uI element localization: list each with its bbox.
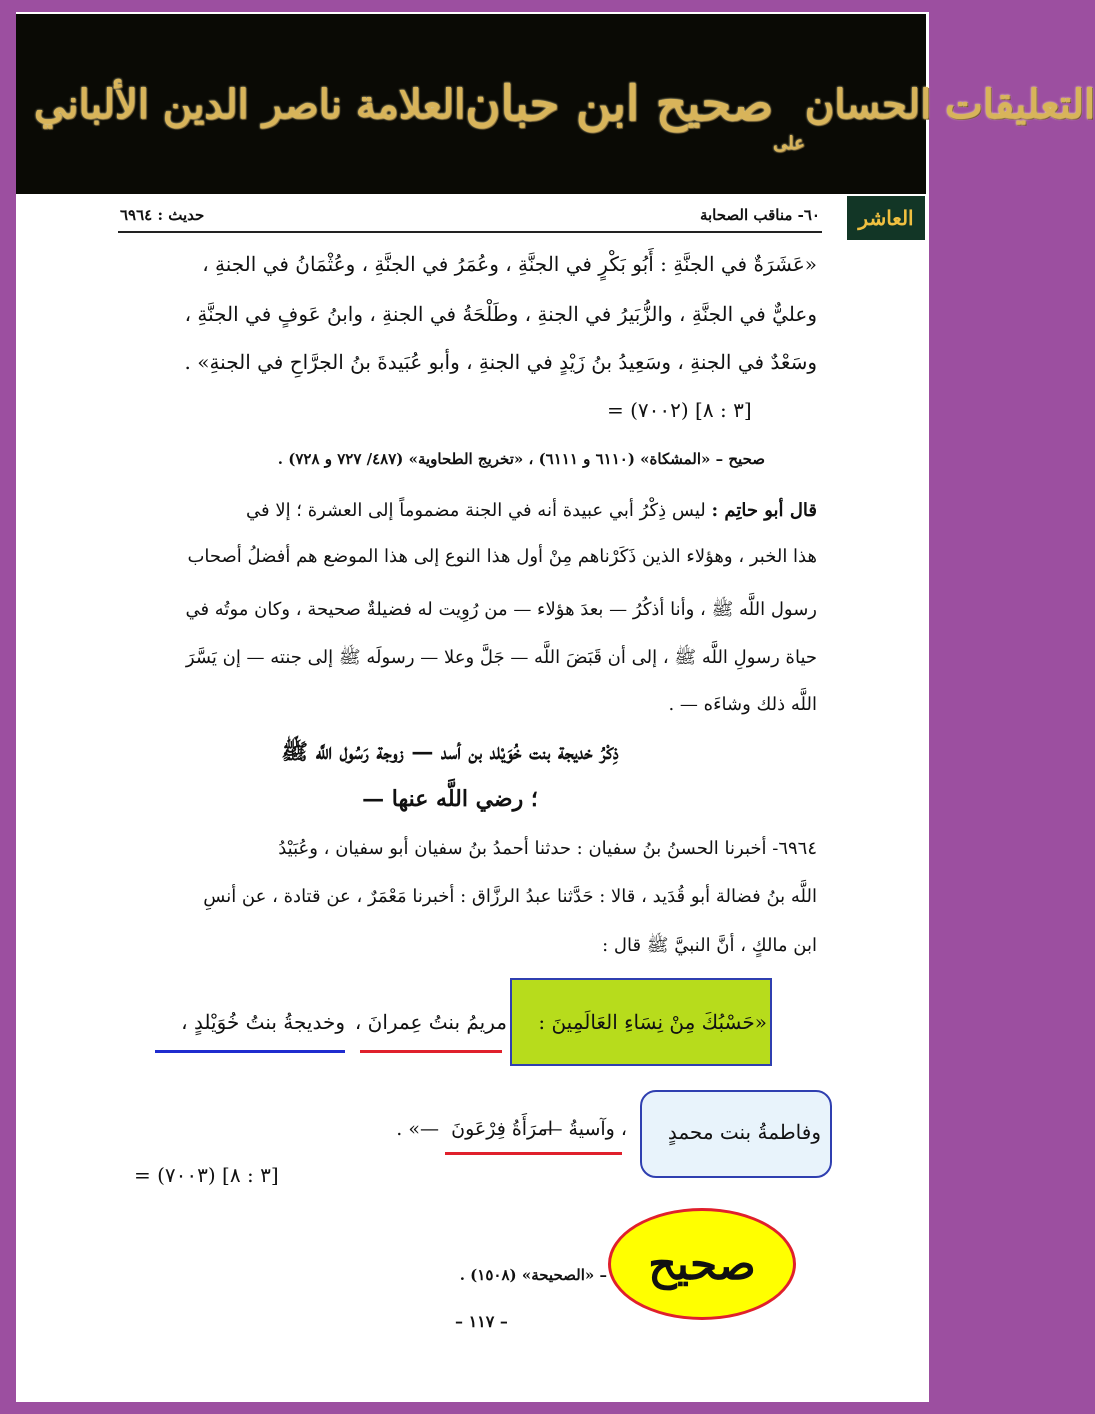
firawn-underline bbox=[445, 1152, 622, 1155]
banner-left-title: العلامة ناصر الدين الألباني bbox=[34, 80, 466, 128]
prev-hadith-line-1: «عَشَرَةٌ في الجنَّةِ : أَبُو بَكْرٍ في الجنَّةِ ، وعُمَرُ في الجنَّةِ ، وعُثْمَانُ في الجنةِ ، bbox=[202, 252, 817, 276]
matn-highlight-text: «حَسْبُكَ مِنْ نِسَاءِ العَالَمِينَ : bbox=[538, 1010, 767, 1034]
banner-right-title: التعليقات الحسان bbox=[804, 80, 1095, 128]
abu-hatim-line-1-text: ليس ذِكْرُ أبي عبيدة أنه في الجنة مضموماً إلى العشرة ؛ إلا في bbox=[245, 500, 706, 521]
title-banner bbox=[16, 14, 1095, 194]
running-header bbox=[120, 206, 820, 224]
matn-asiya-a: ، وآسيةُ — bbox=[543, 1118, 627, 1140]
chapter-title: ٦٠- مناقب الصحابة bbox=[699, 206, 820, 224]
grading-source: – «الصحيحة» (١٥٠٨) . bbox=[459, 1266, 607, 1284]
prev-hadith-line-2: وعليٌّ في الجنَّةِ ، والزُّبَيرُ في الجنةِ ، وطَلْحَةُ في الجنةِ ، وابنُ عَوفٍ في الجنَّةِ ، bbox=[184, 302, 817, 326]
matn-maryam: مريمُ بنتُ عِمرانَ ، bbox=[354, 1010, 507, 1034]
abu-hatim-line-4: حياة رسولِ اللَّه ﷺ ، إلى أن قَبَضَ اللَّه — جَلَّ وعلا — رسولَه ﷺ إلى جنته — إن يَسَّرَ bbox=[185, 647, 817, 668]
section-title-line-1: ذِكْرُ خديجة بنت خُوَيْلد بن أسد — زوجة رَسُول اللَّه ﷺ bbox=[281, 739, 619, 765]
abu-hatim-line-3: رسول اللَّه ﷺ ، وأنا أذكُرُ — بعدَ هؤلاء — من رُوِيت له فضيلةٌ صحيحة ، وكان موتُه في bbox=[185, 599, 817, 620]
hadith-reference: حديث : ٦٩٦٤ bbox=[120, 206, 205, 224]
isnad-line-2: اللَّه بنُ فضالة أبو قُدَيد ، قالا : حَدَّثنا عبدُ الرزَّاق : أخبرنا مَعْمَرٌ ، عن قتادة ، عن أنسِ bbox=[203, 886, 817, 907]
prev-hadith-ref: = (٧٠٠٢) [٣ : ٨] bbox=[607, 398, 752, 422]
section-title-line-2: ؛ رضي اللَّه عنها — bbox=[362, 786, 538, 812]
abu-hatim-line-1 bbox=[246, 500, 817, 521]
maryam-underline bbox=[360, 1050, 502, 1053]
prev-hadith-line-3: وسَعْدٌ في الجنةِ ، وسَعِيدُ بنُ زَيْدٍ في الجنةِ ، وأبو عُبَيدةَ بنُ الجرَّاحِ في الجنةِ» . bbox=[184, 350, 817, 374]
banner-ala: على bbox=[773, 133, 805, 154]
grading-badge: صحيح bbox=[608, 1208, 796, 1320]
hadith-ref: = (٧٠٠٣) [٣ : ٨] bbox=[134, 1163, 279, 1187]
matn-asiya-c: —» . bbox=[396, 1118, 439, 1140]
isnad-line-3: ابن مالكٍ ، أنَّ النبيَّ ﷺ قال : bbox=[602, 935, 817, 956]
page-number: – ١١٧ – bbox=[455, 1312, 508, 1331]
matn-fatima: وفاطمةُ بنت محمدٍ bbox=[667, 1120, 821, 1144]
abu-hatim-label: قال أبو حاتِم : bbox=[711, 500, 817, 521]
header-rule bbox=[118, 231, 822, 233]
prev-hadith-grading: صحيح – «المشكاة» (٦١١٠ و ٦١١١) ، «تخريج الطحاوية» (٤٨٧/ ٧٢٧ و ٧٢٨) . bbox=[277, 450, 765, 468]
volume-tab: العاشر bbox=[847, 196, 925, 240]
matn-khadija: وخديجةُ بنتُ خُوَيْلدٍ ، bbox=[181, 1010, 345, 1034]
khadija-underline bbox=[155, 1050, 345, 1053]
abu-hatim-line-5: اللَّه ذلك وشاءَه — . bbox=[668, 694, 817, 715]
matn-asiya-b: امرَأَةُ فِرْعَونَ bbox=[451, 1118, 553, 1140]
banner-middle-title: صحيح ابن حبان bbox=[465, 76, 774, 132]
abu-hatim-line-2: هذا الخبر ، وهؤلاء الذين ذَكَرْناهم مِنْ أول هذا النوع إلى هذا الموضع هم أفضلُ أصحاب bbox=[187, 546, 817, 567]
isnad-line-1: ٦٩٦٤- أخبرنا الحسنُ بنُ سفيان : حدثنا أحمدُ بنُ سفيان أبو سفيان ، وعُبَيْدُ bbox=[278, 838, 817, 859]
